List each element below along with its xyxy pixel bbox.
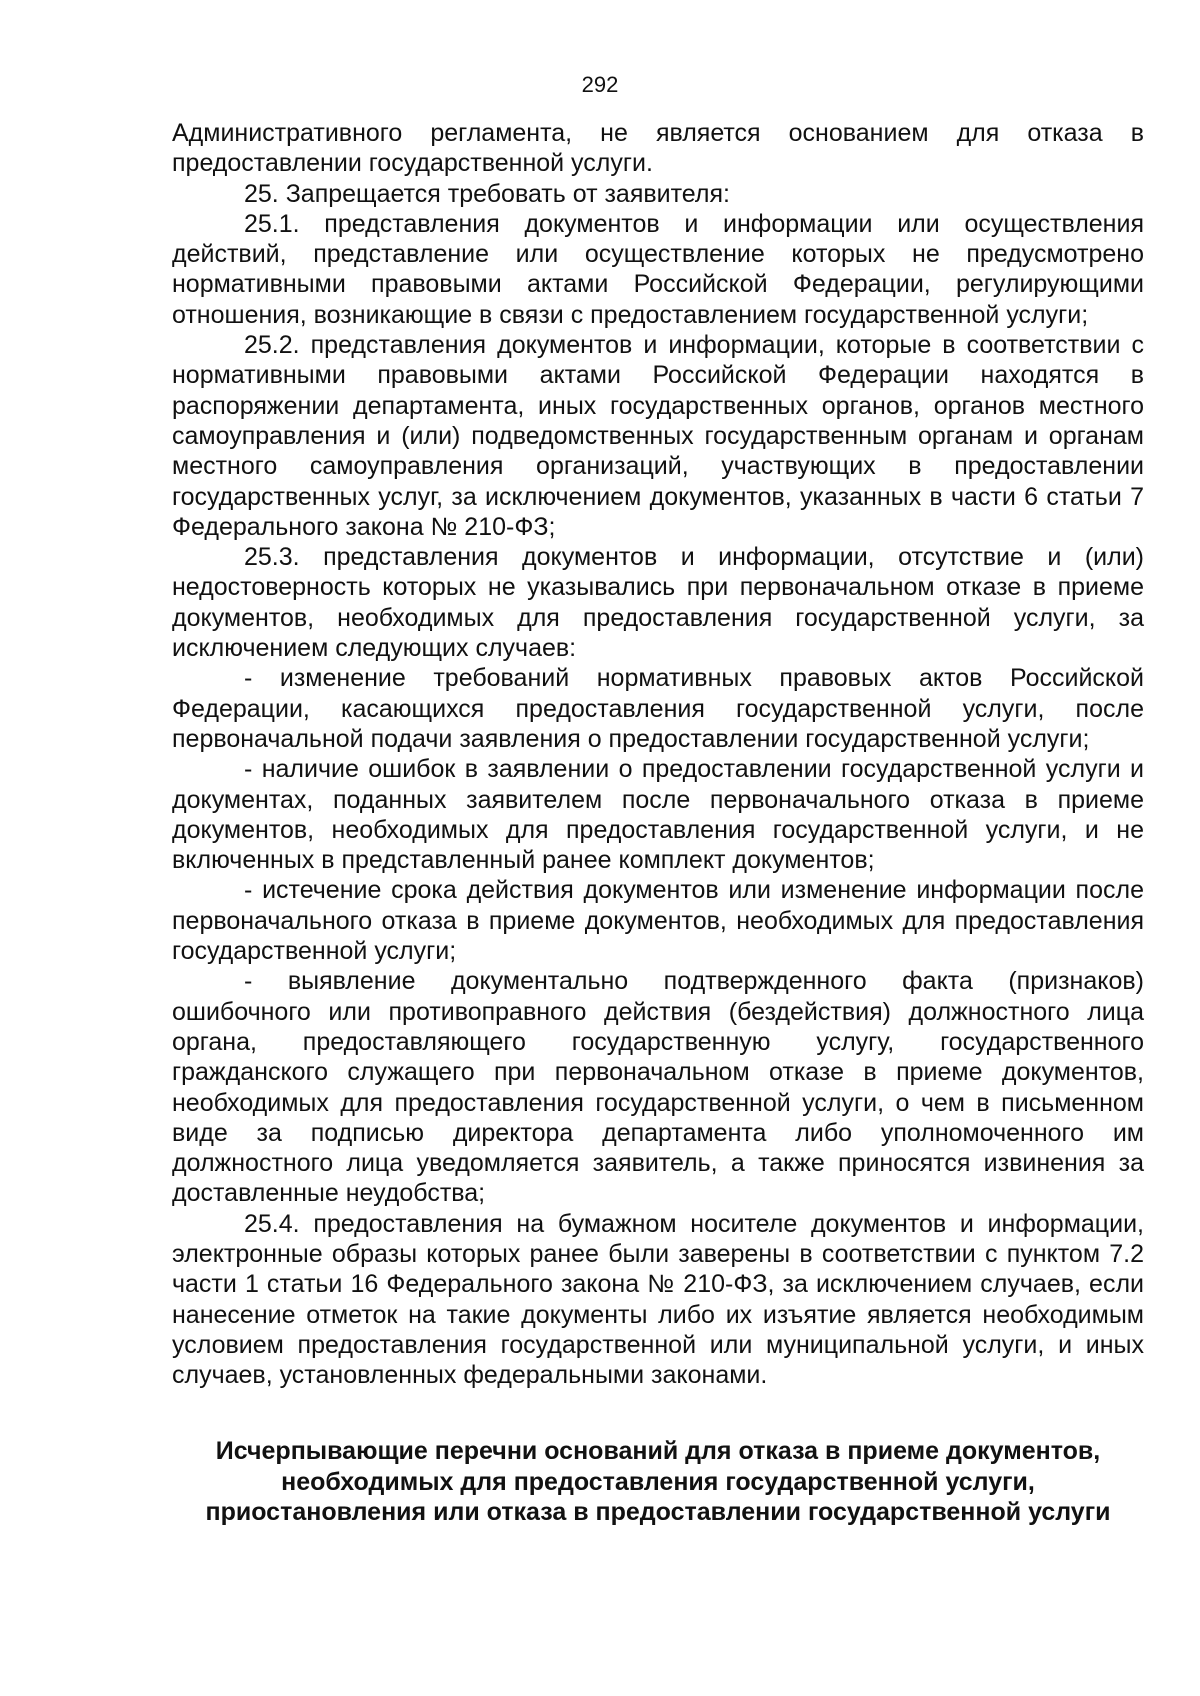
paragraph-continuation: Административного регламента, не является основанием для отказа в предоставлении государственной услуги. [172,119,1144,178]
page-number: 292 [581,72,619,97]
section-heading-line: необходимых для предоставления государственной услуги, [281,1467,1035,1496]
document-body [172,118,1144,1528]
paragraph-25-3: 25.3. представления документов и информации, отсутствие и (или) недостоверность которых не указывались при первоначальном отказе в приеме документов, необходимых для предоставления государственной услуги, за исключением следующих случаев: [172,543,1144,663]
list-item-expiry: - истечение срока действия документов или изменение информации после первоначального отказа в приеме документов, необходимых для предоставления государственной услуги; [172,876,1144,966]
list-item-errors: - наличие ошибок в заявлении о предоставлении государственной услуги и документах, поданных заявителем после первоначального отказа в приеме документов, необходимых для предоставления государственной услуги, и не включенных в представленный ранее комплект документов; [172,755,1144,875]
paragraph-25-4: 25.4. предоставления на бумажном носителе документов и информации, электронные образы которых ранее были заверены в соответствии с пунктом 7.2 части 1 статьи 16 Федерального закона № 210-ФЗ, за исключением случаев, если нанесение отметок на такие документы либо их изъятие является необходимым условием предоставления государственной или муниципальной услуги, и иных случаев, установленных федеральными законами. [172,1209,1144,1390]
section-heading-line: приостановления или отказа в предоставлении государственной услуги [205,1498,1111,1527]
paragraph-25-1: 25.1. представления документов и информации или осуществления действий, представление или осуществление которых не предусмотрено нормативными правовыми актами Российской Федерации, регулирующими отношения, возникающие в связи с предоставлением государственной услуги; [172,209,1144,329]
paragraph-25-2: 25.2. представления документов и информации, которые в соответствии с нормативными правовыми актами Российской Федерации находятся в распоряжении департамента, иных государственных органов, органов местного самоуправления и (или) подведомственных государственным органам и органам местного самоуправления организаций, участвующих в предоставлении государственных услуг, за исключением документов, указанных в части 6 статьи 7 Федерального закона № 210-ФЗ; [172,331,1144,541]
list-item-requirements-change: - изменение требований нормативных правовых актов Российской Федерации, касающихся предоставления государственной услуги, после первоначальной подачи заявления о предоставлении государственной услуги; [172,664,1144,753]
paragraph-25: 25. Запрещается требовать от заявителя: [244,179,730,208]
list-item-unlawful-action: - выявление документально подтвержденного факта (признаков) ошибочного или противоправного действия (бездействия) должностного лица органа, предоставляющего государственную услугу, государственного гражданского служащего при первоначальном отказе в приеме документов, необходимых для предоставления государственной услуги, о чем в письменном виде за подписью директора департамента либо уполномоченного им должностного лица уведомляется заявитель, а также приносятся извинения за доставленные неудобства; [172,967,1144,1208]
section-heading-line: Исчерпывающие перечни оснований для отказа в приеме документов, [215,1437,1101,1466]
section-heading [172,1436,1144,1528]
